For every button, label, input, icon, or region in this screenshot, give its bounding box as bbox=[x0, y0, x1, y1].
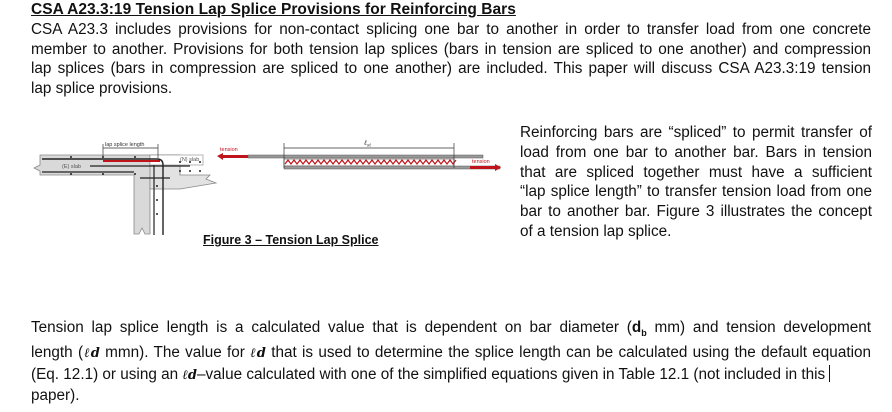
para2-line: (Eq. 12.1) or using an ℓd–value calculated with one of the simplified equations given in Table 12.1 (not included in this bbox=[31, 365, 871, 386]
text-cursor bbox=[829, 365, 830, 382]
side-line: Reinforcing bars are “spliced” to permit transfer of bbox=[520, 124, 872, 141]
para2-line: Tension lap splice length is a calculated value that is dependent on bar diameter ($d_b$ mm) and tension development bbox=[31, 319, 871, 339]
intro-line: lap splices (bars in compression are spliced to one another) are included. This paper will discuss CSA A23.3:19 tension bbox=[31, 60, 871, 78]
side-line: of a tension lap splice. bbox=[520, 222, 672, 240]
para2-line: paper). bbox=[31, 387, 80, 405]
side-line: that are spliced together must have a sufficient bbox=[520, 163, 872, 181]
splice-length-paragraph bbox=[31, 318, 871, 407]
side-paragraph bbox=[520, 123, 872, 242]
new-slab-label: (N) slab bbox=[180, 157, 200, 163]
db-symbol: $d_b$ bbox=[631, 319, 647, 339]
intro-paragraph bbox=[31, 20, 871, 98]
lst-dimension-label: ℓ$_{st}$ bbox=[364, 139, 372, 149]
ld-symbol: ℓd bbox=[83, 346, 100, 362]
figure-caption: Figure 3 – Tension Lap Splice bbox=[203, 233, 379, 247]
lap-splice-length-label: lap splice length bbox=[105, 142, 145, 148]
para2-line: length (ℓd mmn). The value for ℓd that is used to determine the splice length can be calculated using the default equation bbox=[31, 344, 871, 362]
section-heading: CSA A23.3:19 Tension Lap Splice Provisions for Reinforcing Bars bbox=[31, 1, 516, 18]
intro-line: CSA A23.3 includes provisions for non-contact splicing one bar to another in order to transfer load from one concrete bbox=[31, 21, 871, 38]
slab-section-diagram bbox=[34, 142, 216, 235]
intro-line: lap splice provisions. bbox=[31, 79, 173, 97]
ld-symbol: ℓd bbox=[182, 367, 198, 383]
ld-symbol: ℓd bbox=[250, 346, 266, 362]
side-line: “lap splice length” to transfer tension load from one bbox=[520, 183, 872, 201]
tension-splice-diagram bbox=[217, 139, 501, 171]
intro-line: member to another. Provisions for both tension lap splices (bars in tension are spliced to one another) and compression bbox=[31, 40, 871, 58]
side-line: load from one bar to another bar. Bars in tension bbox=[520, 143, 872, 161]
side-line: bar to another bar. Figure 3 illustrates the concept bbox=[520, 203, 872, 221]
svg-text:tension: tension bbox=[472, 159, 490, 165]
existing-slab-label: (E) slab bbox=[62, 164, 81, 170]
svg-text:tension: tension bbox=[220, 147, 238, 153]
